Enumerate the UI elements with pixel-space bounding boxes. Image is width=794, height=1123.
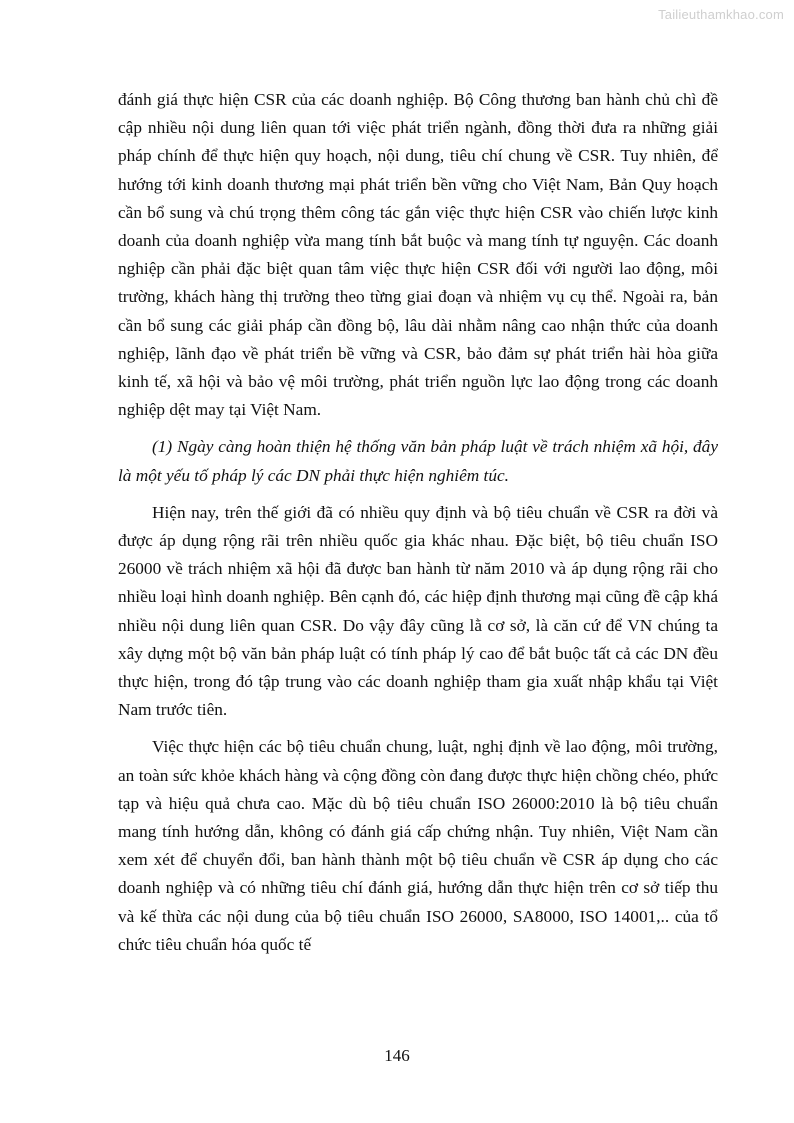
paragraph-iso-standards: Hiện nay, trên thế giới đã có nhiều quy định và bộ tiêu chuẩn về CSR ra đời và được áp dụng rộng rãi trên nhiều quốc gia khác nhau. Đặc biệt, bộ tiêu chuẩn ISO 26000 về trách nhiệm xã hội đã được ban hành từ năm 2010 và áp dụng rộng rãi cho nhiều loại hình doanh nghiệp. Bên cạnh đó, các hiệp định thương mại cũng đề cập khá nhiều nội dung liên quan CSR. Do vậy đây cũng lằ cơ sở, là căn cứ để VN chúng ta xây dựng một bộ văn bản pháp luật có tính pháp lý cao để bắt buộc tất cả các DN đều thực hiện, trong đó tập trung vào các doanh nghiệp tham gia xuất nhập khẩu tại Việt Nam trước tiên. [118,502,718,720]
watermark: Tailieuthamkhao.com [658,7,784,22]
page-number: 146 [384,1046,410,1065]
paragraph-continuation: đánh giá thực hiện CSR của các doanh nghiệp. Bộ Công thương ban hành chủ chì đề cập nhiều nội dung liên quan tới việc phát triển ngành, đồng thời đưa ra những giải pháp chính để thực hiện quy hoạch, nội dung, tiêu chí chung về CSR. Tuy nhiên, để hướng tới kinh doanh thương mại phát triển bền vững cho Việt Nam, Bản Quy hoạch cần bổ sung và chú trọng thêm công tác gắn việc thực hiện CSR vào chiến lược kinh doanh của doanh nghiệp vừa mang tính bắt buộc và mang tính tự nguyện. Các doanh nghiệp cần phải đặc biệt quan tâm việc thực hiện CSR đối với người lao động, môi trường, khách hàng thị trường theo từng giai đoạn và nhiệm vụ cụ thể. Ngoài ra, bản cần bổ sung các giải pháp cần đồng bộ, lâu dài nhằm nâng cao nhận thức của doanh nghiệp, lãnh đạo về phát triển bề vững và CSR, bảo đảm sự phát triển hài hòa giữa kinh tế, xã hội và bảo vệ môi trường, phát triển nguồn lực lao động trong các doanh nghiệp dệt may tại Việt Nam. [118,90,718,420]
paragraph-italic-heading: (1) Ngày càng hoàn thiện hệ thống văn bản pháp luật về trách nhiệm xã hội, đây là một yếu tố pháp lý các DN phải thực hiện nghiêm túc. [118,437,718,485]
document-body [118,86,718,968]
paragraph-implementation: Việc thực hiện các bộ tiêu chuẩn chung, luật, nghị định về lao động, môi trường, an toàn sức khỏe khách hàng và cộng đồng còn đang được thực hiện chồng chéo, phức tạp và hiệu quả chưa cao. Mặc dù bộ tiêu chuẩn ISO 26000:2010 là bộ tiêu chuẩn mang tính hướng dẫn, không có đánh giá cấp chứng nhận. Tuy nhiên, Việt Nam cần xem xét để chuyển đổi, ban hành thành một bộ tiêu chuẩn về CSR áp dụng cho các doanh nghiệp và có những tiêu chí đánh giá, hướng dẫn thực hiện trên cơ sở tiếp thu và kế thừa các nội dung của bộ tiêu chuẩn ISO 26000, SA8000, ISO 14001,.. của tổ chức tiêu chuẩn hóa quốc tế [118,737,718,954]
